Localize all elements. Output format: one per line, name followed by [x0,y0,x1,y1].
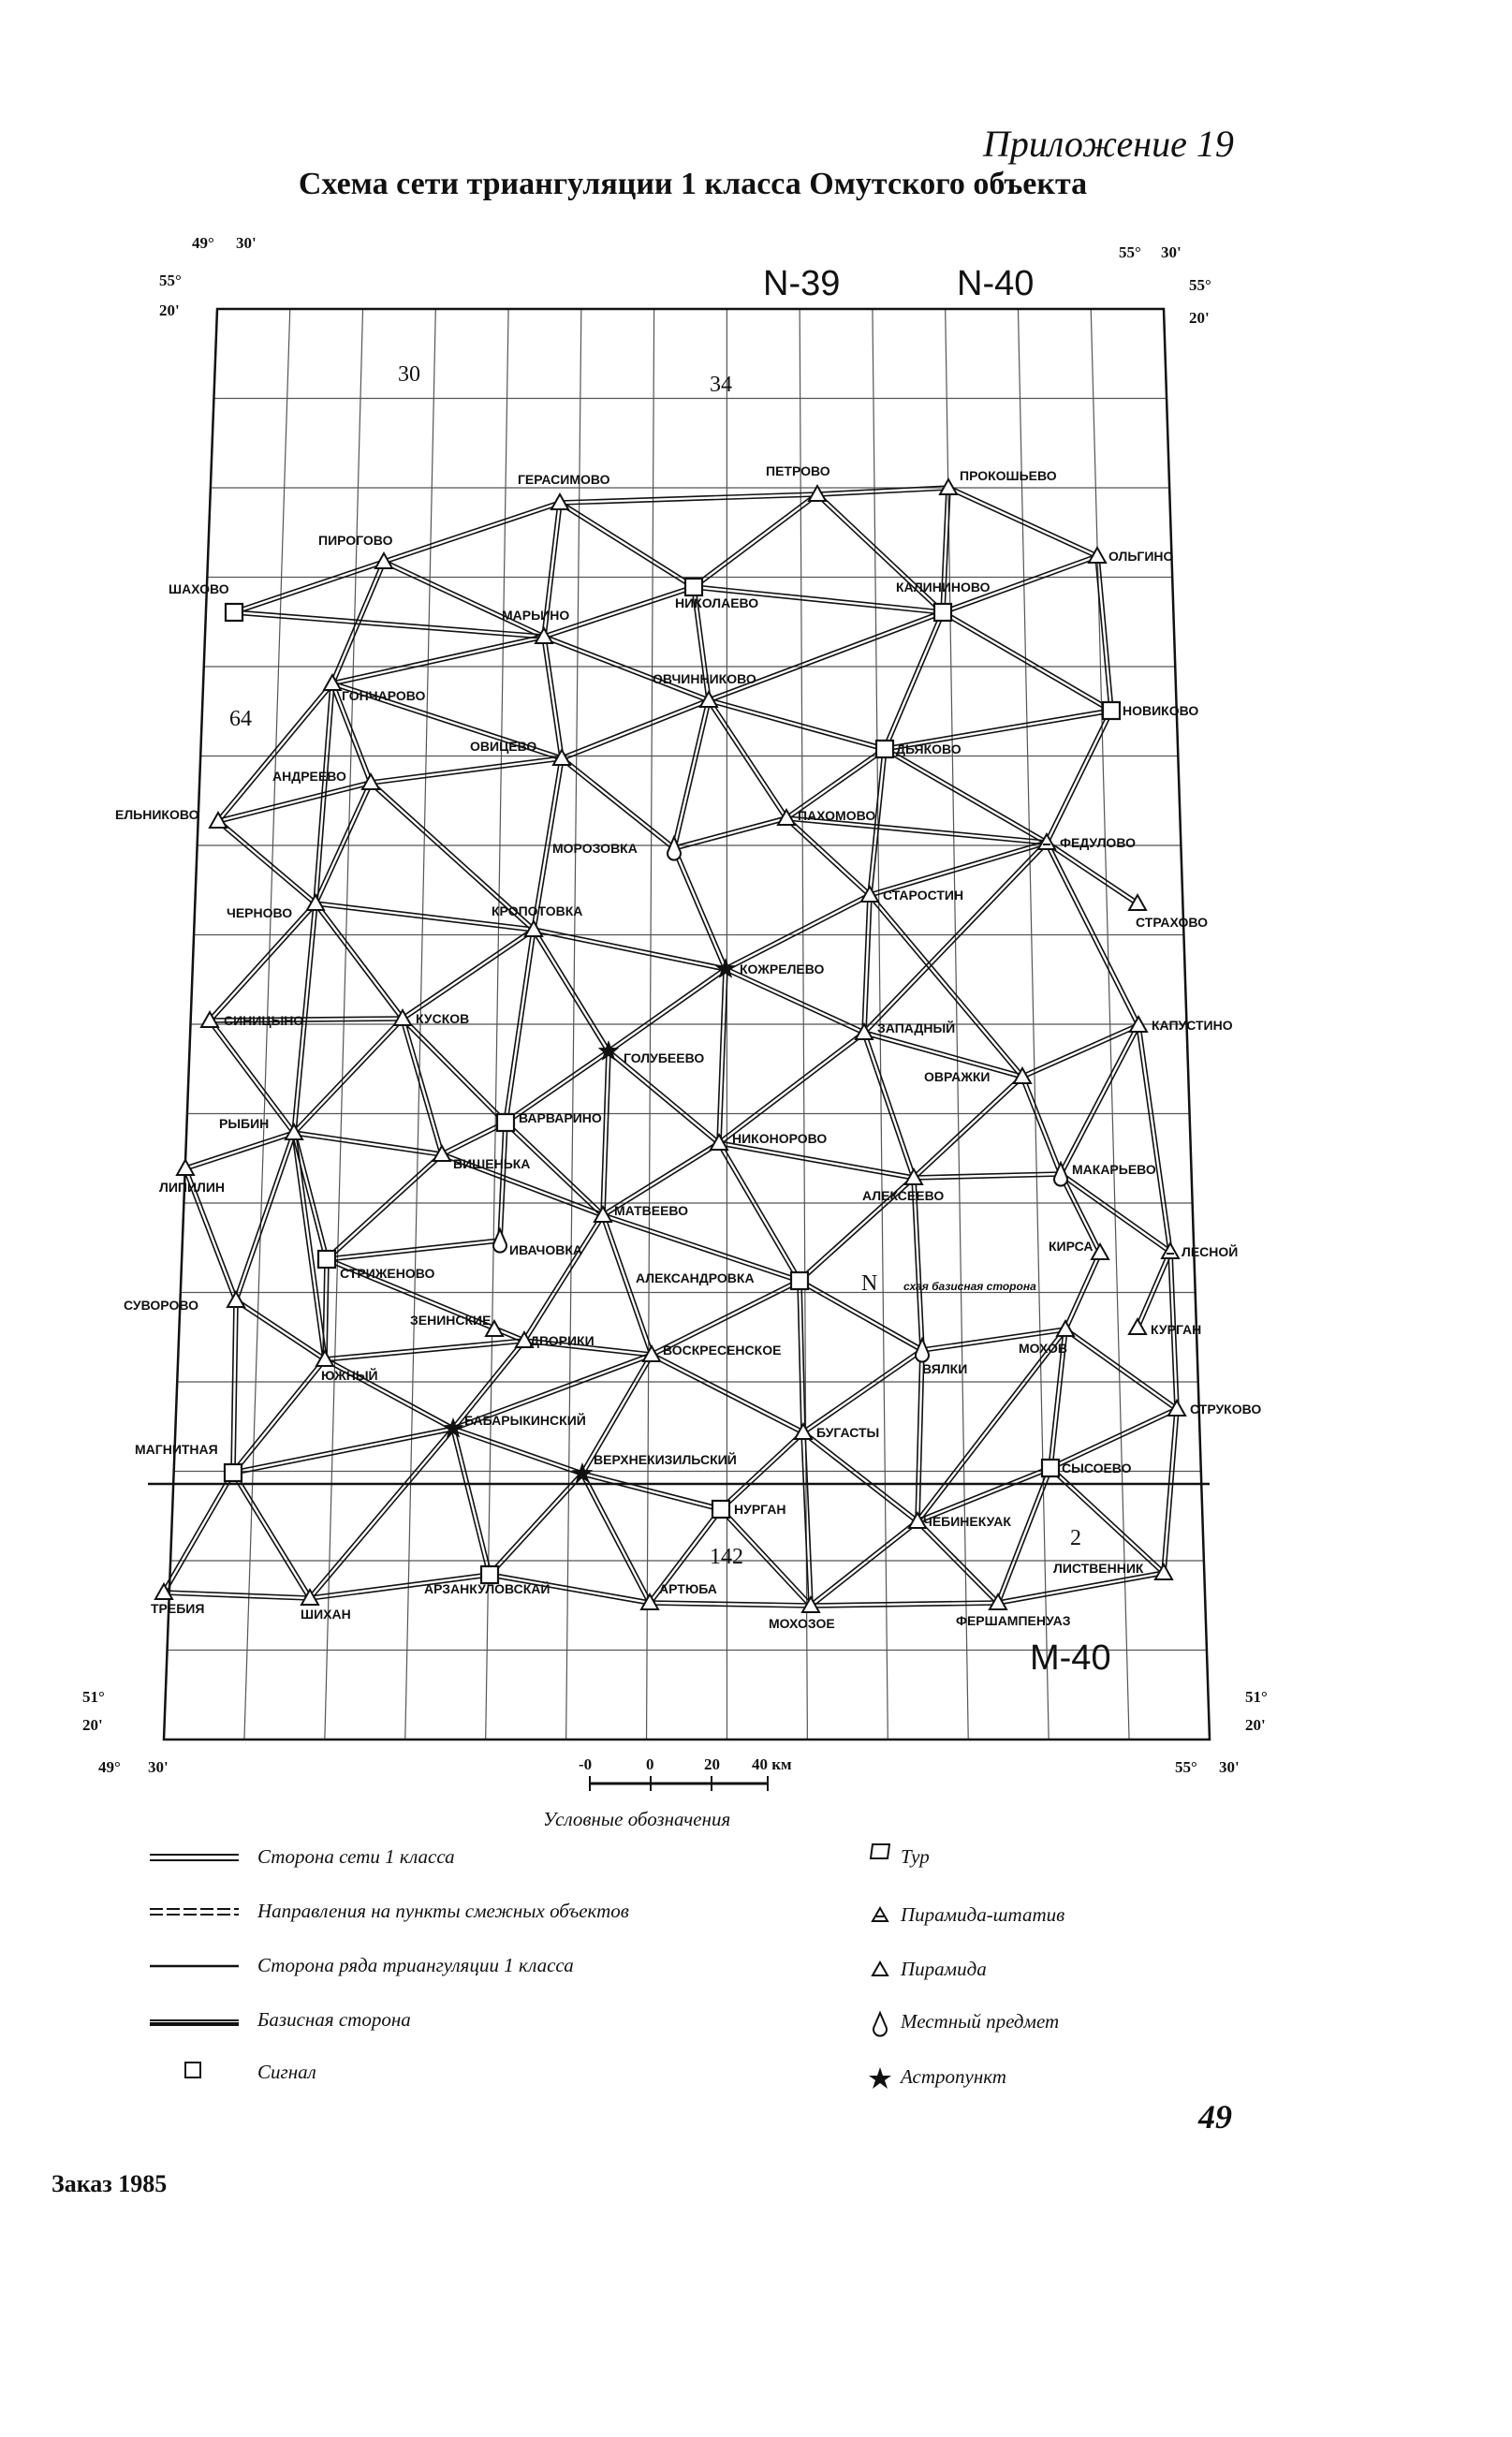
network-side [862,1032,916,1178]
network-side [401,1018,444,1154]
station-label: СУВОРОВО [124,1298,198,1313]
network-side [542,637,564,759]
local-object-icon [493,1229,506,1253]
network-side [718,1031,865,1144]
station-label: ЗЕНИНСКИЕ [410,1313,492,1328]
network-side [1059,1024,1140,1175]
network-side [1095,556,1113,711]
network-side [802,1431,918,1522]
network-side [314,903,404,1020]
network-side [164,1591,310,1600]
station-label: НИКОНОРОВО [732,1131,828,1146]
station[interactable] [135,1442,242,1481]
network-side [184,1131,294,1170]
square-2: 2 [1070,1526,1081,1550]
station-label: ВЕРХНЕКИЗИЛЬСКИЙ [594,1452,737,1467]
pyramid-icon [324,675,341,690]
station[interactable] [1129,895,1208,930]
station-label: ВЯЛКИ [922,1361,968,1376]
network-side [672,700,711,849]
station[interactable] [493,1229,582,1257]
network-side [234,1132,296,1300]
station-label: ЧЕРНОВО [227,905,293,920]
network-side [917,1520,1000,1605]
station[interactable] [151,1584,204,1616]
station-label: КОЖРЕЛЕВО [740,962,825,976]
signal-icon [712,1501,729,1518]
station[interactable] [956,1594,1071,1628]
network-side [1162,1409,1179,1573]
legend-astropoint: Астропункт [901,2065,1006,2088]
network-side [332,635,545,685]
square-142: 142 [710,1545,743,1569]
signal-icon [876,741,893,757]
station-label: СТРИЖЕНОВО [340,1266,435,1281]
local-object-icon [668,837,681,860]
network-side [217,819,317,904]
station-label: СТРУКОВО [1190,1402,1262,1417]
network-side [1064,1328,1178,1410]
coord-tr-lon-min: 30' [1161,243,1182,261]
station[interactable] [572,1451,737,1483]
network-side [293,1018,404,1135]
pyramid-icon [1129,1319,1146,1334]
coord-bl-lat-deg: 51° [82,1688,105,1706]
station-label: СИНИЦЫНО [224,1013,304,1028]
network-side [582,1472,722,1511]
network-side [522,1214,604,1342]
pyramid-icon [210,813,227,828]
network-side [233,1427,454,1475]
legend-title: Условные обозначения [543,1808,731,1830]
coord-bl-lon-min: 30' [148,1758,169,1776]
network-side [231,1472,311,1599]
network-side [543,635,709,702]
scale-label-3: 40 км [752,1755,792,1773]
pyramid-icon [375,553,392,568]
sheet-n40: N-40 [957,264,1035,303]
pyramid-icon [905,1169,922,1184]
network-side [327,1239,500,1261]
station-label: ОВРАЖКИ [924,1069,991,1084]
legend-signal-icon [185,2063,200,2077]
network-side [998,1571,1165,1605]
network-side [402,1018,507,1124]
station-label: КИРСА [1049,1239,1094,1254]
station[interactable] [219,1116,302,1139]
station-label: АРЗАНКУЛОВСКАЙ [424,1581,550,1596]
network-side [650,1601,811,1608]
station[interactable] [909,1513,1011,1529]
scale-label-1: 0 [646,1755,654,1773]
map-grid [168,309,1207,1740]
network-side [862,895,872,1033]
station-label: МАГНИТНАЯ [135,1442,218,1457]
station[interactable] [470,739,570,765]
station-label: МОРОЗОВКА [552,841,638,856]
network-side [218,781,372,823]
station-label: МОХОВ [1019,1341,1067,1356]
coord-tl-lat-deg: 55° [159,272,182,289]
network-side [294,1131,443,1156]
legend [150,1808,1064,2089]
station-label: ОЛЬГИНО [1108,549,1174,564]
network-side [914,1172,1061,1180]
network-side [913,1076,1024,1180]
legend-pyramid-tripod: Пирамида-штатив [901,1903,1065,1926]
station-label: НОВИКОВО [1123,703,1199,718]
station-label: ОВИЦЕВО [470,739,537,754]
network-side [451,1429,492,1576]
station-label: ДВОРИКИ [530,1333,595,1348]
sheet-n39: N-39 [763,264,841,303]
pyramid-icon [861,887,878,902]
network-side [231,1300,238,1473]
scale-bar [579,1755,792,1791]
station[interactable] [876,741,962,757]
station-label: КРОПОТОВКА [492,903,583,918]
legend-line-1: Сторона сети 1 класса [257,1845,455,1868]
network-side [717,969,727,1143]
stations [115,463,1261,1631]
network-side [884,747,1048,844]
network-side [325,1339,524,1361]
network-side [719,1141,915,1180]
legend-signal: Сигнал [257,2061,316,2083]
network-side [1045,710,1113,844]
station[interactable] [653,671,756,707]
legend-line-2: Направления на пункты смежных объектов [257,1900,629,1922]
network-side [672,847,727,970]
map-title: Схема сети триангуляции 1 класса Омутского объекта [298,167,1088,201]
station-label: КУРГАН [1151,1322,1202,1337]
legend-tur-icon [871,1844,889,1858]
station-label: КАПУСТИНО [1152,1018,1233,1033]
station-label: ВАРВАРИНО [519,1110,602,1125]
network-side [1136,1251,1172,1329]
station[interactable] [916,1339,967,1376]
network-side [383,501,560,564]
network-side [323,1259,329,1359]
station-label: СТРАХОВО [1136,915,1209,930]
station-label: ЗАПАДНЫЙ [877,1020,956,1035]
station-label: ОВЧИННИКОВО [653,671,756,686]
station[interactable] [227,895,324,920]
legend-tur: Тур [901,1845,930,1868]
station[interactable] [394,1010,469,1026]
station[interactable] [595,1203,688,1222]
station[interactable] [324,675,426,703]
signal-icon [1042,1460,1059,1476]
legend-line-3: Сторона ряда триангуляции 1 класса [257,1954,574,1976]
station[interactable] [516,1332,595,1348]
station-label: ГЕРАСИМОВО [518,472,610,487]
legend-local-object-icon [873,2013,887,2036]
station-label: АНДРЕЕВО [272,769,346,784]
station-label: ЧЕБИНЕКУАК [923,1514,1011,1529]
station-label: КАЛИНИНОВО [896,580,991,595]
network-side [561,756,675,849]
network-side [504,930,536,1123]
network-side [802,1348,923,1433]
network-side [942,610,1112,712]
signal-icon [1103,702,1120,719]
legend-pyramid: Пирамида [901,1958,987,1980]
station-label: ПИРОГОВО [318,533,393,548]
network-sides [162,486,1179,1608]
station[interactable] [1129,1319,1201,1337]
network-side [601,1051,610,1215]
station-label: КУСКОВ [416,1011,470,1026]
network-side [235,1299,326,1360]
network-side [383,560,545,639]
station[interactable] [769,1597,835,1631]
pyramid-icon [990,1594,1006,1609]
station-label: БУГАСТЫ [816,1425,880,1440]
station-label: АЛЕКСЕЕВО [862,1188,945,1203]
signal-icon [318,1251,335,1268]
station-label: ЛИПИЛИН [159,1180,226,1195]
station-label: ФЕДУЛОВО [1060,835,1136,850]
signal-icon [225,1464,242,1481]
coord-br-lon-min: 30' [1219,1758,1240,1776]
station-label: ВОСКРЕСЕНСКОЕ [663,1343,782,1358]
station[interactable] [1089,548,1174,564]
station[interactable] [410,1313,503,1336]
signal-icon [685,579,702,595]
network-side [314,683,334,903]
network-side [1045,842,1140,1026]
station[interactable] [1038,834,1136,850]
scale-label-2: 20 [704,1755,720,1773]
coord-br-lat-min: 20' [1245,1716,1266,1734]
pyramid-icon [201,1012,218,1027]
station-label: НИКОЛАЕВО [675,595,759,610]
square-64: 64 [229,707,252,731]
station-label: СЫСОЕВО [1062,1461,1132,1475]
coord-tl-lat-min: 20' [159,301,180,319]
station[interactable] [424,1566,550,1596]
legend-local-object: Местный предмет [901,2010,1060,2033]
coord-tl-lon-min: 30' [236,234,257,252]
pyramid-icon [177,1160,194,1175]
network-side [231,1358,326,1475]
signal-icon [226,604,242,621]
square-34: 34 [710,373,732,397]
coord-tr-lon-deg: 55° [1119,243,1141,261]
station-label: АЛЕКСАНДРОВКА [636,1270,755,1285]
network-side [1021,1023,1139,1079]
network-side [452,1427,582,1475]
station-label: МАТВЕЕВО [614,1203,689,1218]
station-label: ДЬЯКОВО [896,741,962,756]
pyramid-icon [551,494,568,509]
station[interactable] [1168,1401,1261,1417]
station-label: ЕЛЬНИКОВО [115,807,199,822]
station-label: ПРОКОШЬЕВО [960,468,1057,483]
appendix-label: Приложение 19 [983,123,1234,165]
coord-bl-lon-deg: 49° [98,1758,121,1776]
coord-tr-lat-min: 20' [1189,309,1210,327]
station-label: ШАХОВО [169,581,229,596]
sheet-m40: M-40 [1030,1638,1111,1678]
network-side [532,929,609,1052]
station-label: ВИШЕНЬКА [453,1156,531,1171]
coord-br-lat-deg: 51° [1245,1688,1268,1706]
network-side [326,1153,444,1261]
network-side [816,493,945,614]
station-label: ЛИСТВЕННИК [1053,1561,1144,1576]
station-label: РЫБИН [219,1116,270,1131]
station[interactable] [715,958,825,978]
square-30: 30 [398,362,420,387]
legend-astropoint-icon [869,2067,891,2089]
network-side [810,1519,918,1607]
station-label: АРТЮБА [659,1581,717,1596]
network-side [1064,1252,1102,1330]
network-side [561,698,709,760]
network-side [233,560,384,614]
legend-pyramid-icon [873,1962,888,1975]
station[interactable] [201,1012,303,1028]
network-side [371,756,563,785]
station[interactable] [1162,1243,1238,1259]
network-side [717,1142,800,1282]
page-number: 49 [1198,2098,1232,2136]
network-side [216,683,333,823]
station[interactable] [1042,1460,1132,1476]
signal-icon [791,1272,808,1289]
order-note: Заказ 1985 [51,2170,168,2197]
legend-line-4: Базисная сторона [257,2008,411,2031]
pyramid-icon [228,1292,244,1307]
signal-icon [497,1114,514,1131]
coord-bl-lat-min: 20' [82,1716,103,1734]
network-side [498,1123,507,1241]
station-label: МОХОЗОЕ [769,1616,835,1631]
station[interactable] [1049,1239,1108,1259]
legend-pyramid-tripod-icon [873,1908,888,1921]
signal-icon [934,604,951,621]
station-label: ГОЛУБЕЕВО [624,1050,705,1065]
station-label: ЮЖНЫЙ [321,1368,378,1383]
station[interactable] [497,1110,602,1131]
station[interactable] [124,1292,244,1313]
network-side [1137,1025,1172,1253]
station[interactable] [159,1160,225,1195]
station-label: ЛЕСНОЙ [1182,1244,1239,1259]
network-side [1020,1076,1063,1174]
network-side [580,1473,652,1604]
network-side [868,894,1023,1079]
station[interactable] [1103,702,1198,719]
station-label: ПЕТРОВО [766,463,830,478]
coord-tl-lon-deg: 49° [192,234,214,252]
station-label: ТРЕБИЯ [151,1601,205,1616]
station[interactable] [896,580,991,621]
station-label: ПАХОМОВО [798,808,876,823]
network-side [608,967,727,1052]
station-label: БАБАРЫКИНСКИЙ [464,1413,586,1428]
station-label: МАРЬИНО [502,608,570,623]
coord-br-lon-deg: 55° [1175,1758,1197,1776]
station[interactable] [115,807,227,828]
network-side [693,492,818,588]
local-object-icon [916,1339,929,1362]
station-label: ФЕРШАМПЕНУАЗ [956,1613,1071,1628]
station-label: ШИХАН [301,1607,351,1622]
network-side [883,611,945,750]
network-side [785,817,872,897]
station-label: СТАРОСТИН [883,888,964,903]
network-side [811,1601,998,1608]
network-side [798,1281,805,1432]
station-label: ИВАЧОВКА [509,1242,583,1257]
sheet-mark-n: N [861,1271,878,1296]
station-label: НУРГАН [734,1502,786,1517]
coord-tr-lat-deg: 55° [1189,276,1211,294]
network-side [725,893,871,971]
station[interactable] [712,1501,785,1518]
network-side [560,492,817,505]
base-side-label: схая базисная сторона [903,1280,1036,1293]
scale-label-0: -0 [579,1755,593,1773]
station-label: ГОНЧАРОВО [342,688,426,703]
station[interactable] [1019,1321,1074,1356]
station[interactable] [766,463,830,501]
station-label: МАКАРЬЕВО [1072,1162,1156,1177]
